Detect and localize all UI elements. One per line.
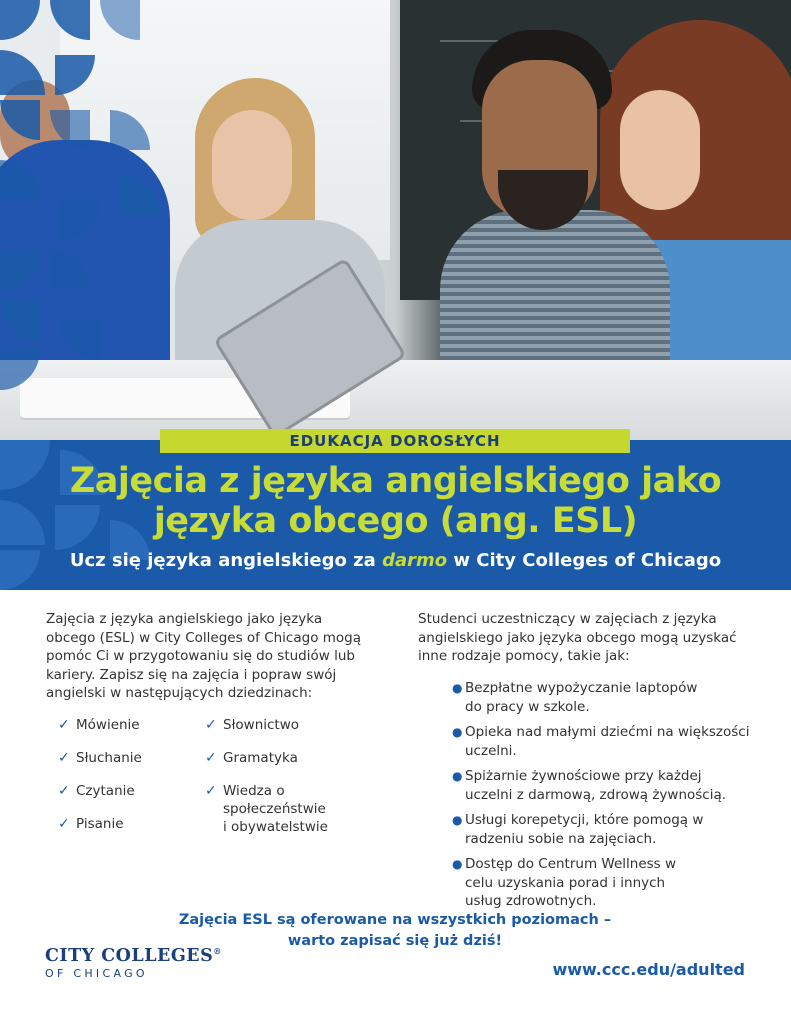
subtitle-emphasis: darmo: [382, 550, 448, 571]
left-intro: Zajęcia z języka angielskiego jako języka obcego (ESL) w City Colleges of Chicago mogą pomóc Ci w przygotowaniu się do studiów lub kariery. Zapisz się na zajęcia i popraw swój angielski w następujących dziedzinach:: [46, 611, 362, 701]
subtitle-before: Ucz się języka angielskiego za: [69, 550, 383, 571]
skill-item: ✓ Mówienie: [58, 717, 140, 733]
title-line-2: języka obcego (ang. ESL): [153, 501, 638, 541]
logo-sub-text: OF CHICAGO: [45, 967, 148, 980]
skill-item: ✓ Gramatyka: [205, 750, 298, 766]
call-to-action: [150, 910, 640, 952]
subtitle: [0, 550, 791, 571]
bullet-icon: ●: [452, 813, 463, 827]
logo-main-text: CITY COLLEGES: [45, 946, 214, 966]
page-title: [0, 461, 791, 541]
skill-item: ✓ Słuchanie: [58, 750, 142, 766]
bullet-icon: ●: [452, 769, 463, 783]
cta-line-1: Zajęcia ESL są oferowane na wszystkich poziomach –: [178, 912, 612, 928]
benefits-list: [452, 679, 752, 918]
checkmark-icon: ✓: [205, 750, 217, 766]
logo-registered-mark: ®: [213, 946, 222, 957]
right-intro: Studenci uczestniczący w zajęciach z języka angielskiego jako języka obcego mogą uzyskać inne rodzaje pomocy, takie jak:: [418, 611, 737, 664]
skills-list-2: [205, 716, 333, 851]
skill-item: ✓ Wiedza o społeczeństwie i obywatelstwie: [205, 783, 328, 835]
skills-list-1: [58, 716, 142, 848]
skill-item: ✓ Pisanie: [58, 816, 124, 832]
checkmark-icon: ✓: [58, 717, 70, 733]
checkmark-icon: ✓: [58, 783, 70, 799]
checkmark-icon: ✓: [58, 816, 70, 832]
bullet-icon: ●: [452, 681, 463, 695]
section-tag: EDUKACJA DOROSŁYCH: [160, 429, 630, 453]
city-colleges-logo[interactable]: [45, 946, 222, 980]
cta-line-2: warto zapisać się już dziś!: [287, 933, 503, 949]
bullet-icon: ●: [452, 857, 463, 871]
benefit-item: ● Spiżarnie żywnościowe przy każdej uczelni z darmową, zdrową żywnością.: [452, 768, 727, 803]
checkmark-icon: ✓: [205, 783, 217, 799]
bullet-icon: ●: [452, 725, 463, 739]
checkmark-icon: ✓: [58, 750, 70, 766]
benefit-item: ● Dostęp do Centrum Wellness w celu uzyskania porad i innych usług zdrowotnych.: [452, 856, 677, 909]
website-link[interactable]: www.ccc.edu/adulted: [552, 960, 745, 979]
subtitle-after: w City Colleges of Chicago: [447, 550, 722, 571]
skill-item: ✓ Słownictwo: [205, 717, 300, 733]
benefit-item: ● Bezpłatne wypożyczanie laptopów do pracy w szkole.: [452, 680, 698, 715]
benefit-item: ● Opieka nad małymi dziećmi na większości uczelni.: [452, 724, 750, 759]
title-line-1: Zajęcia z języka angielskiego jako: [69, 461, 722, 501]
benefit-item: ● Usługi korepetycji, które pomogą w radzeniu sobie na zajęciach.: [452, 812, 704, 847]
skill-item: ✓ Czytanie: [58, 783, 135, 799]
checkmark-icon: ✓: [205, 717, 217, 733]
